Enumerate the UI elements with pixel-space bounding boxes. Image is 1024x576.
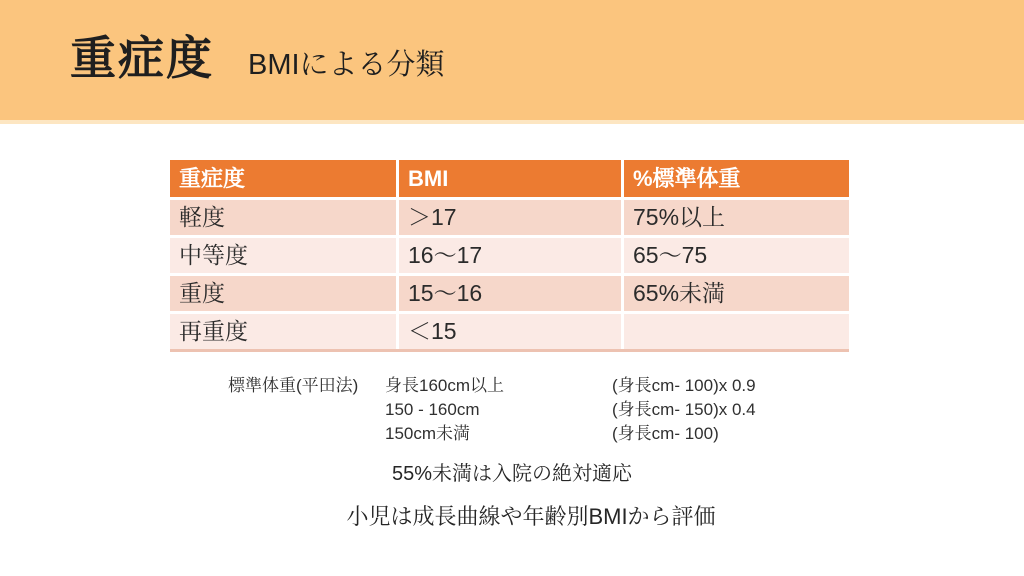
- hirata-formula-1: (身長cm- 100)x 0.9: [612, 376, 756, 395]
- severity-table: [170, 160, 849, 352]
- table-header-severity: 重症度: [170, 160, 396, 197]
- hirata-label: 標準体重(平田法): [228, 376, 359, 395]
- table-cell-mild-bmi: ＞17: [399, 200, 621, 235]
- note-admission-criteria: 55%未満は入院の絶対適応: [391, 463, 633, 485]
- hirata-range-3: 150cm未満: [385, 424, 471, 443]
- table-cell-severe-weight: 65%未満: [624, 276, 849, 311]
- table-cell-mild-weight: 75%以上: [624, 200, 849, 235]
- slide-title-group: [70, 22, 445, 88]
- table-cell-severe-bmi: 15〜16: [399, 276, 621, 311]
- table-cell-extreme-label: 再重度: [170, 314, 396, 349]
- hirata-formulas: [612, 374, 756, 446]
- table-cell-severe-label: 重度: [170, 276, 396, 311]
- slide-subtitle: BMIによる分類: [248, 49, 445, 81]
- hirata-range-1: 身長160cm以上: [385, 376, 505, 395]
- hirata-height-ranges: [385, 374, 504, 446]
- table-cell-extreme-weight: [624, 314, 849, 349]
- table-cell-moderate-bmi: 16〜17: [399, 238, 621, 273]
- slide-title: 重症度: [70, 32, 214, 84]
- table-cell-extreme-bmi: ＜15: [399, 314, 621, 349]
- note-children-evaluation: 小児は成長曲線や年齢別BMIから評価: [346, 504, 716, 529]
- table-cell-moderate-label: 中等度: [170, 238, 396, 273]
- table-cell-moderate-weight: 65〜75: [624, 238, 849, 273]
- hirata-formula-2: (身長cm- 150)x 0.4: [612, 400, 756, 419]
- banner-accent-strip: [0, 120, 1024, 124]
- table-cell-mild-label: 軽度: [170, 200, 396, 235]
- hirata-formula-3: (身長cm- 100): [612, 424, 719, 443]
- hirata-range-2: 150 - 160cm: [385, 400, 480, 419]
- table-header-standard-weight: %標準体重: [624, 160, 849, 197]
- hirata-standard-weight-block: [0, 374, 1024, 450]
- table-header-bmi: BMI: [399, 160, 621, 197]
